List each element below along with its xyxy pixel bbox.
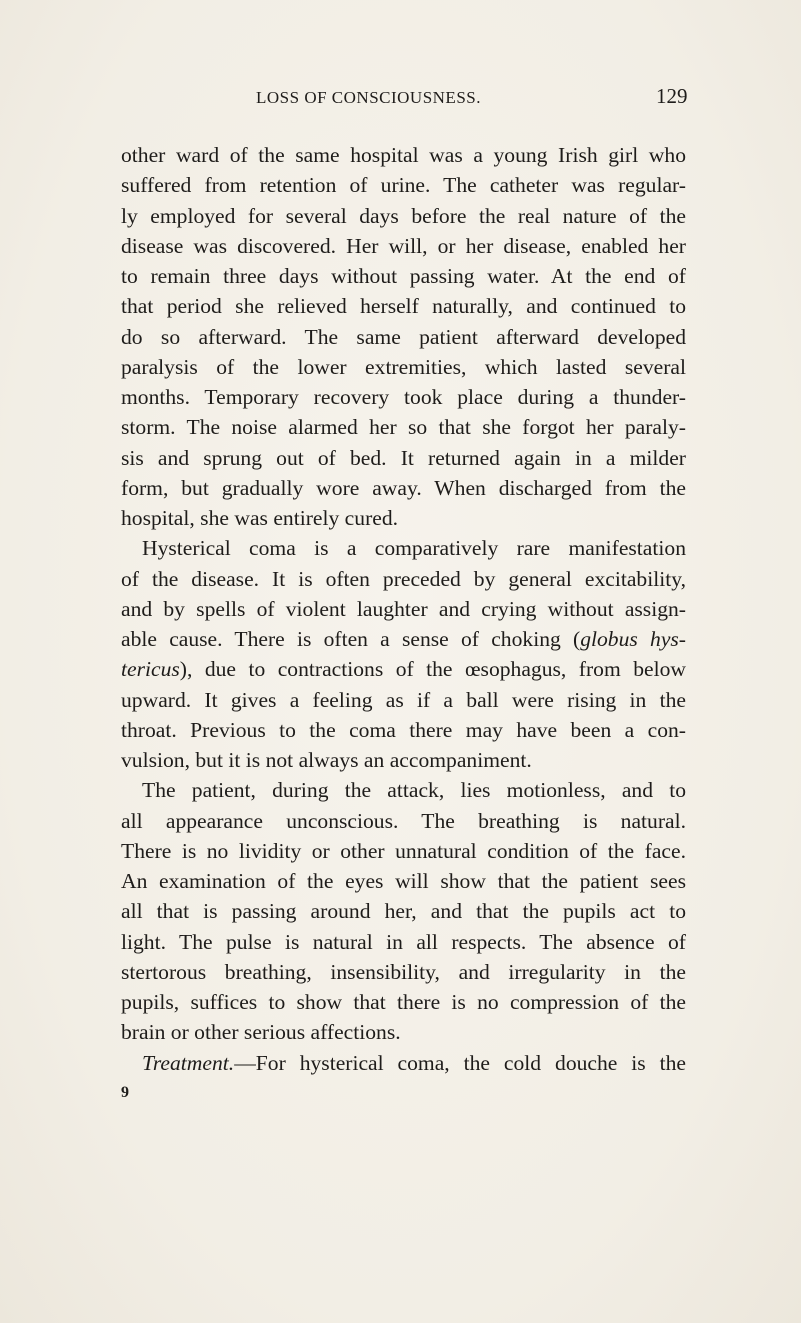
text-line: do so afterward. The same patient afterward developed [121,324,686,349]
text-line: An examination of the eyes will show that the patient sees [121,869,686,893]
text-line: hospital, she was entirely cured. [121,506,399,530]
text-line: sis and sprung out of bed. It returned again in a milder [121,445,686,470]
text-line: The patient, during the attack, lies motionless, and to [142,778,686,803]
text-segment: —For hysterical coma, the cold douche is the [234,1050,686,1075]
text-line [121,1048,686,1078]
text-line [121,624,686,654]
text-line: paralysis of the lower extremities, which lasted several [121,354,686,379]
text-line: pupils, suffices to show that there is no compression of the [121,990,686,1014]
text-line: disease was discovered. Her will, or her disease, enabled her [121,233,686,258]
text-line [121,654,686,684]
italic-term: tericus [121,657,180,682]
italic-term: globus hys- [580,627,686,651]
text-line: throat. Previous to the coma there may have been a con- [121,717,686,742]
text-line: all appearance unconscious. The breathing is natural. [121,808,686,833]
text-line: of the disease. It is often preceded by general excitability, [121,566,686,591]
text-line: to remain three days without passing water. At the end of [121,264,686,288]
text-line: that period she relieved herself naturally, and continued to [121,294,686,319]
text-line: all that is passing around her, and that the pupils act to [121,899,686,924]
text-line: There is no lividity or other unnatural condition of the face. [121,838,686,863]
text-line: light. The pulse is natural in all respects. The absence of [121,929,686,954]
text-line: other ward of the same hospital was a young Irish girl who [121,143,686,167]
running-title: LOSS OF CONSCIOUSNESS. [256,88,481,107]
text-line: months. Temporary recovery took place during a thunder- [121,385,686,409]
text-line: storm. The noise alarmed her so that she forgot her paraly- [121,415,686,440]
section-heading-italic: Treatment. [142,1050,235,1075]
text-line: form, but gradually wore away. When discharged from the [121,475,686,500]
text-line: suffered from retention of urine. The catheter was regular- [121,173,686,198]
text-segment: able cause. There is often a sense of choking ( [121,627,581,651]
signature-mark: 9 [121,1084,129,1101]
text-segment: ), due to contractions of the œsophagus, from below [179,657,686,682]
text-line: stertorous breathing, insensibility, and irregularity in the [121,959,686,984]
text-line: and by spells of violent laughter and crying without assign- [121,596,686,621]
text-line: Hysterical coma is a comparatively rare manifestation [142,536,686,561]
text-line: ly employed for several days before the real nature of the [121,203,686,228]
text-line: upward. It gives a feeling as if a ball were rising in the [121,687,686,712]
text-line: vulsion, but it is not always an accompaniment. [121,748,532,772]
page-number: 129 [656,84,688,108]
text-line: brain or other serious affections. [121,1020,401,1045]
body-text [121,140,686,1078]
